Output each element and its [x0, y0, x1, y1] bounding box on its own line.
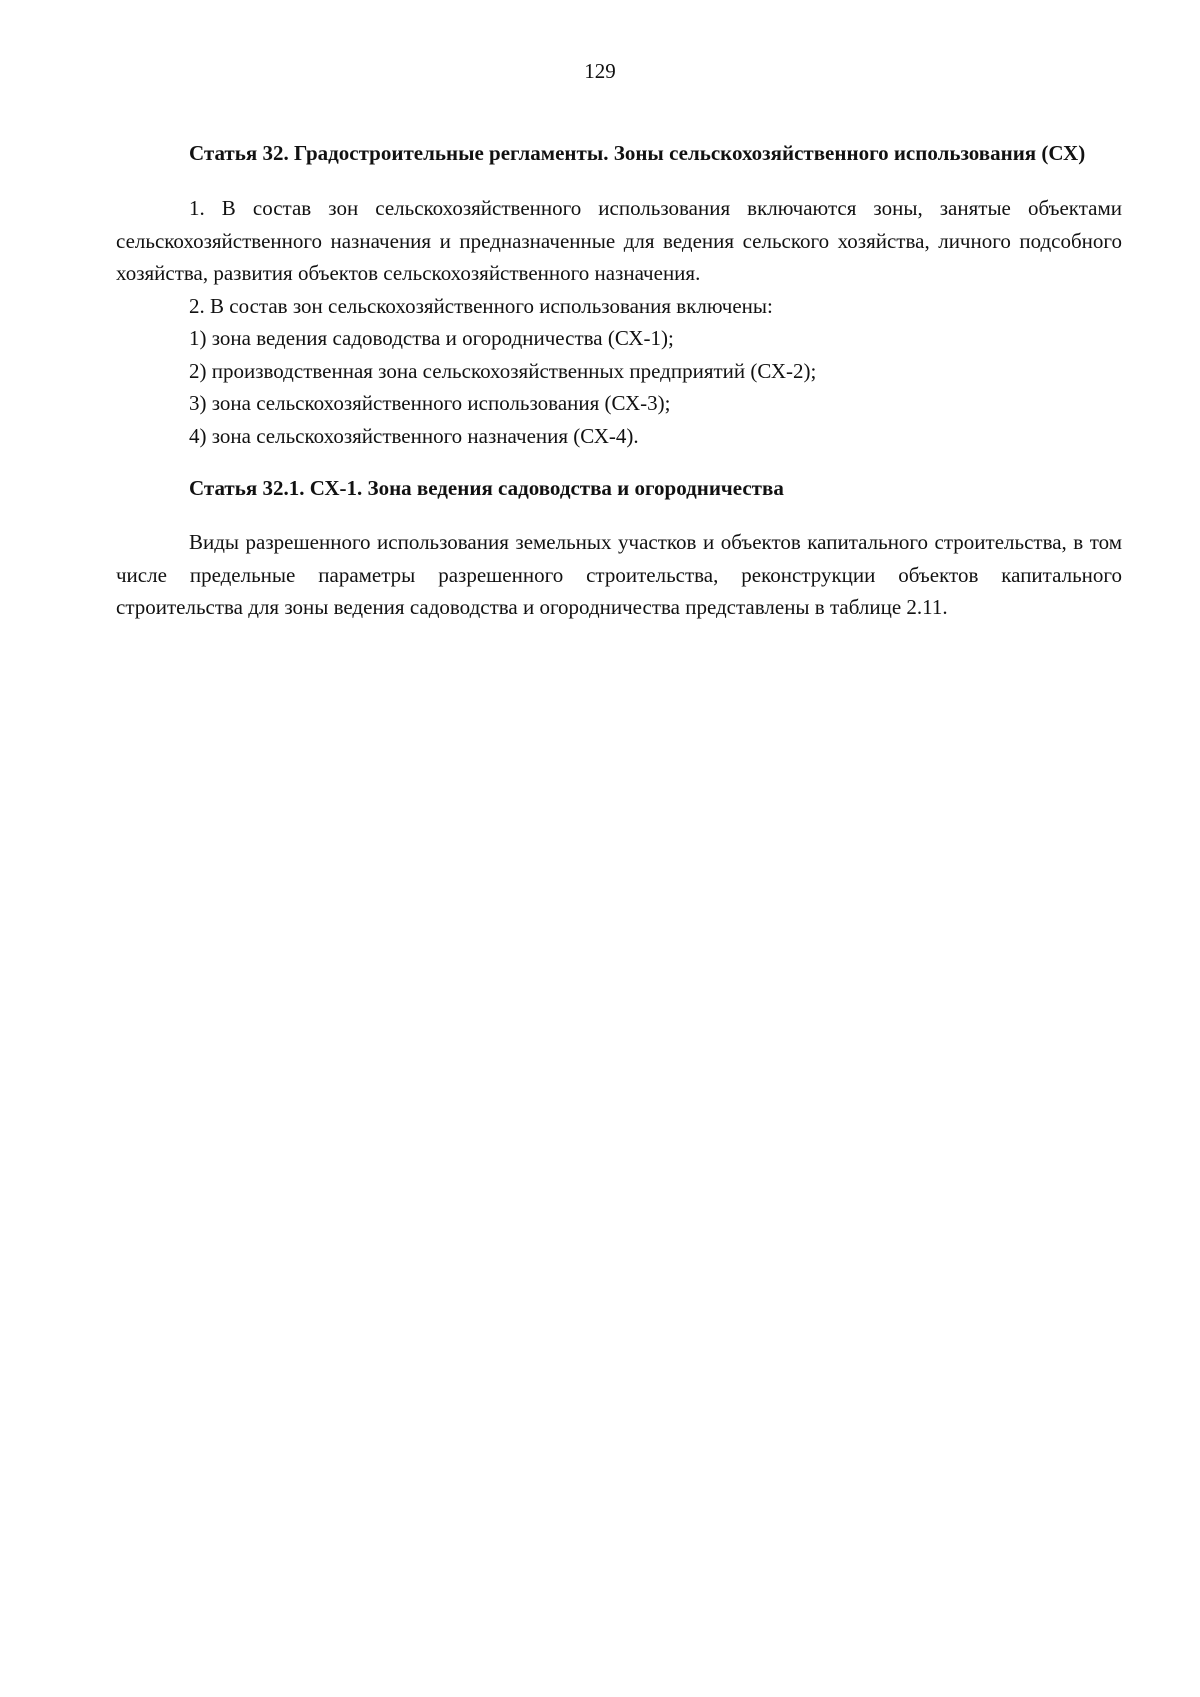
page-content [116, 137, 1122, 624]
zone-list [116, 322, 1122, 452]
page-number: 129 [584, 59, 616, 83]
zone-list-item-sx4: 4) зона сельскохозяйственного назначения (СХ-4). [189, 423, 639, 448]
article-32-1-heading: Статья 32.1. СХ-1. Зона ведения садоводства и огородничества [189, 476, 784, 500]
article-32-paragraph-1: 1. В состав зон сельскохозяйственного использования включаются зоны, занятые объектами сельскохозяйственного назначения и предназначенные для ведения сельского хозяйства, личного подсобного хозяйства, развития объектов сельскохозяйственного назначения. [116, 196, 1122, 285]
zone-list-item-sx2: 2) производственная зона сельскохозяйственных предприятий (СХ-2); [189, 358, 817, 383]
article-32-paragraph-2: 2. В состав зон сельскохозяйственного использования включены: [189, 293, 773, 318]
article-32-heading: Статья 32. Градостроительные регламенты. Зоны сельскохозяйственного использования (СХ) [189, 141, 1086, 165]
article-32-1-paragraph: Виды разрешенного использования земельных участков и объектов капитального строительства, в том числе предельные параметры разрешенного строительства, реконструкции объектов капитального строительства для зоны ведения садоводства и огородничества представлены в таблице 2.11. [116, 530, 1122, 619]
zone-list-item-sx3: 3) зона сельскохозяйственного использования (СХ-3); [189, 391, 671, 415]
zone-list-item-sx1: 1) зона ведения садоводства и огородничества (СХ-1); [189, 326, 674, 350]
